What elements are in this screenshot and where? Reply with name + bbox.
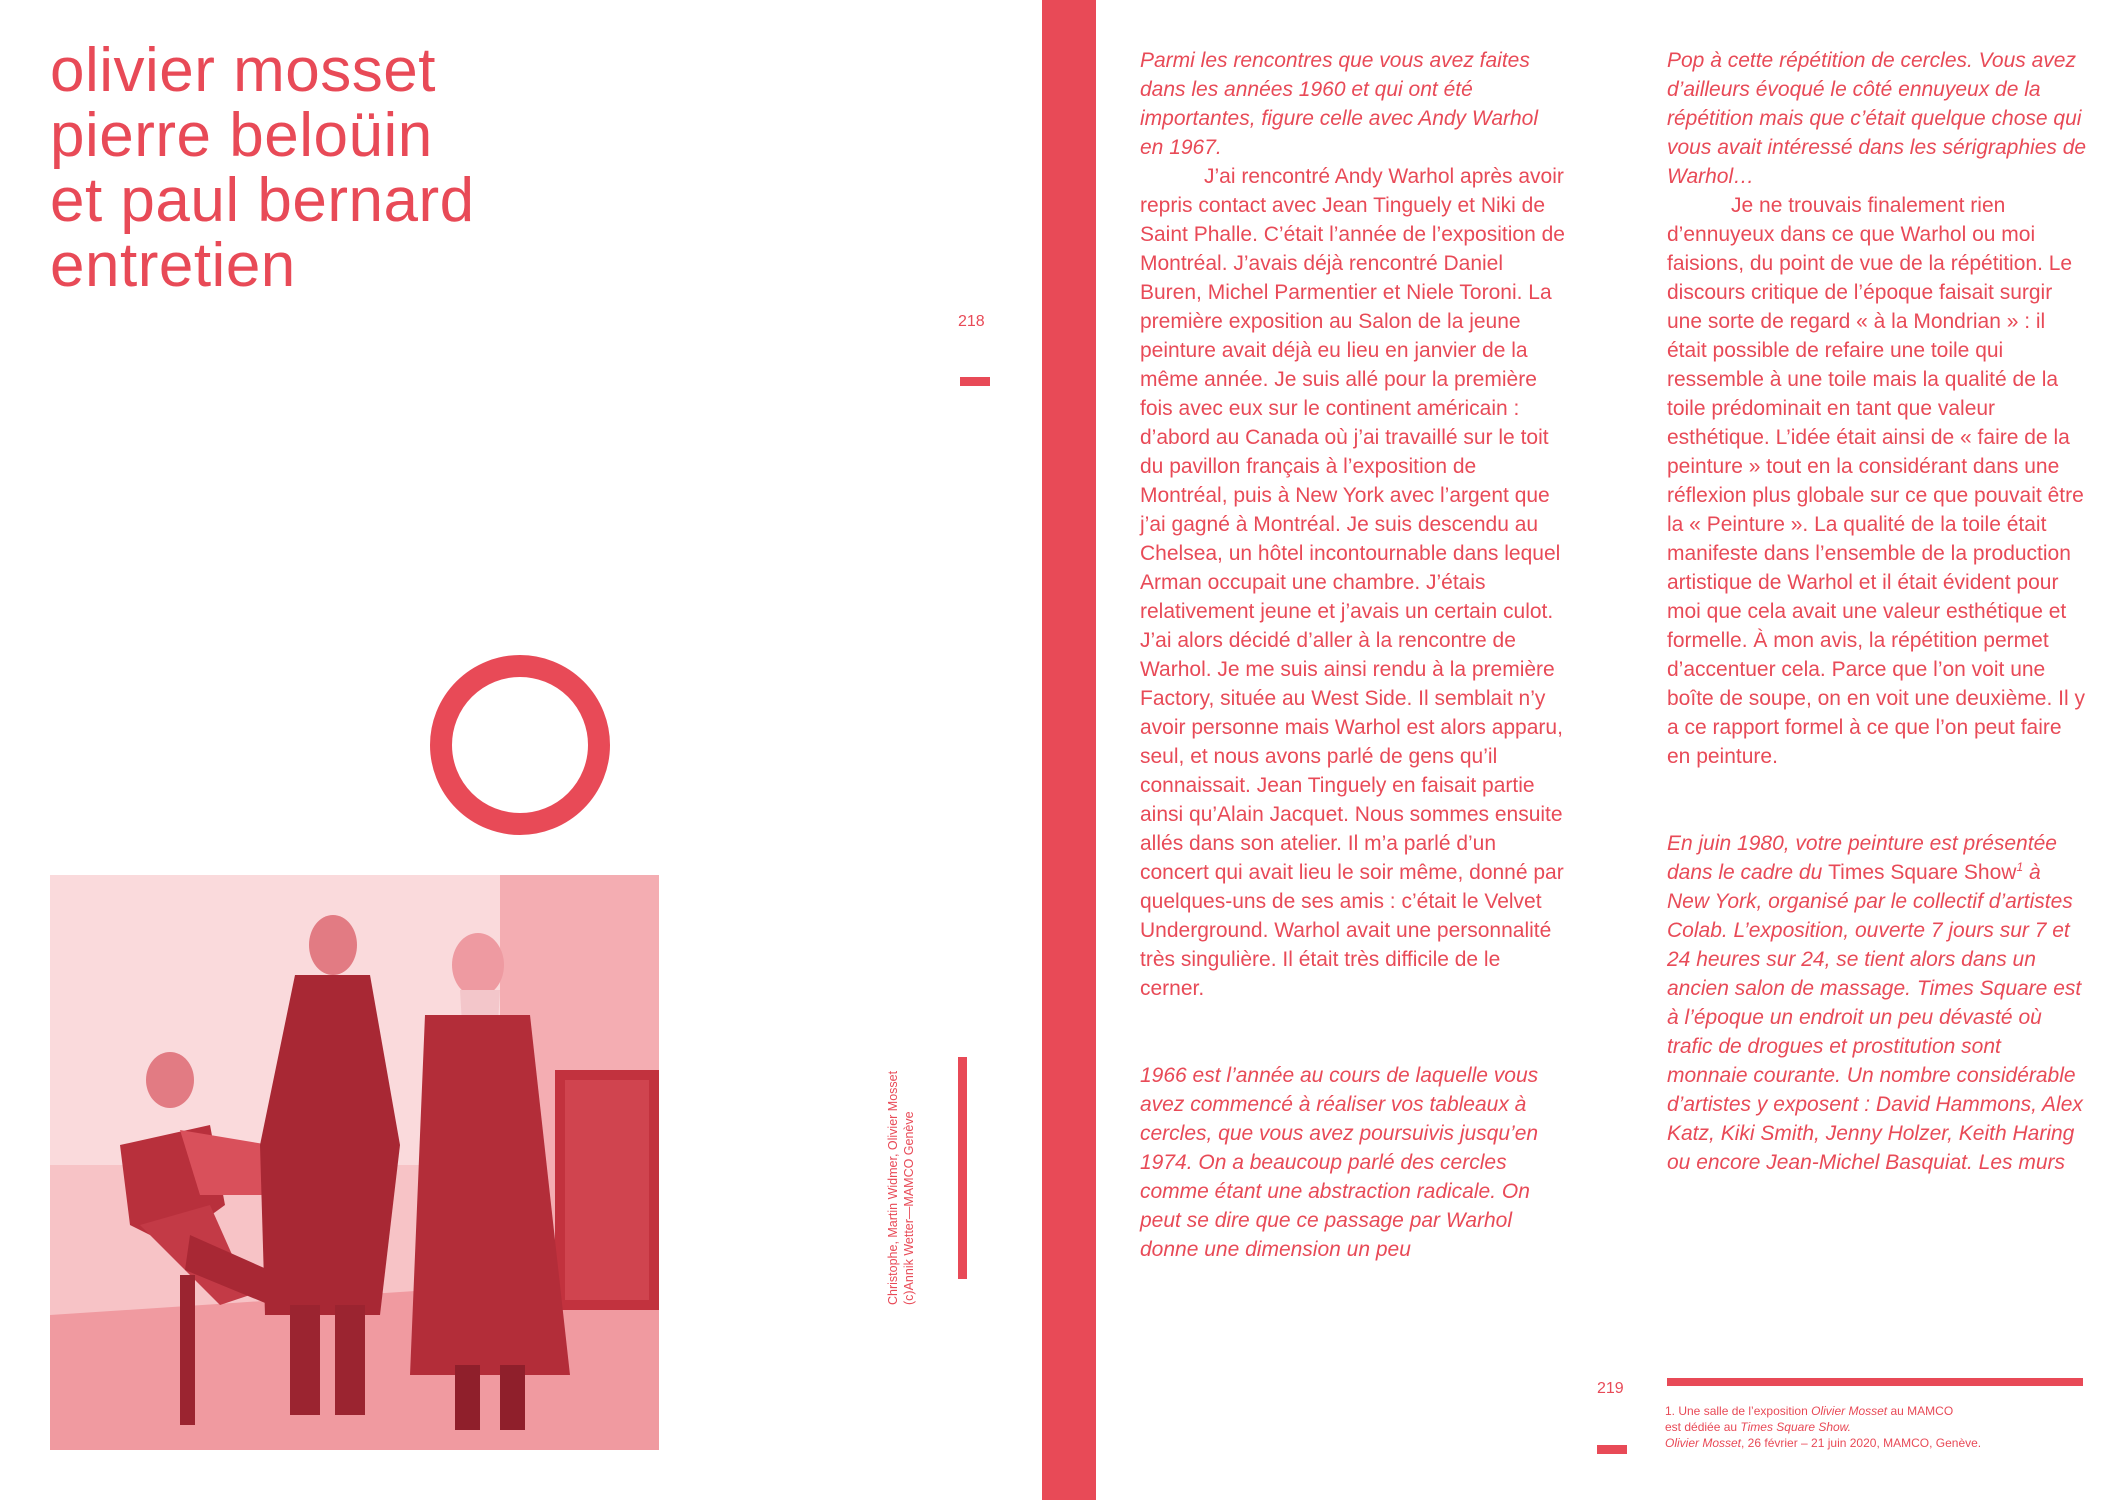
footnote-text: au MAMCO — [1890, 1404, 1954, 1418]
footnote-text: Olivier Mosset — [1665, 1436, 1742, 1450]
portrait-photo — [50, 875, 659, 1450]
title-line: et paul bernard — [50, 166, 475, 235]
photo-credit-line: Christophe, Martin Widmer, Olivier Mosset — [886, 1070, 900, 1305]
page-marker-left — [960, 377, 990, 386]
footnote-rule — [1667, 1378, 2083, 1386]
question-3-part1: En juin 1980, votre peinture est présentée dans le cadre du — [1667, 832, 2057, 884]
question-1: Parmi les rencontres que vous avez faites dans les années 1960 et qui ont été importantes, figure celle avec Andy Warhol en 1967. — [1140, 49, 1539, 159]
photo-credit-line: (c)Annik Wetter—MAMCO Genève — [902, 1111, 916, 1305]
circle-ornament — [430, 655, 610, 835]
page-number-right: 219 — [1597, 1380, 1624, 1397]
question-2-continued: Pop à cette répétition de cercles. Vous avez d’ailleurs évoqué le côté ennuyeux de la répétition mais que c’était quelque chose qui vous avait intéressé dans les sérigraphies de Warhol… — [1667, 49, 2087, 188]
footnote-text: Times Square Show. — [1740, 1420, 1852, 1434]
question-3 — [1667, 829, 2087, 1177]
footnote-text: est dédiée au — [1665, 1420, 1738, 1434]
footnote-line-3 — [1665, 1435, 2065, 1451]
answer-1: J’ai rencontré Andy Warhol après avoir repris contact avec Jean Tinguely et Niki de Saint Phalle. C’était l’année de l’exposition de Montréal. J’avais déjà rencontré Daniel Buren, Michel Parmentier et Niele Toroni. La première exposition au Salon de la jeune peinture avait déjà eu lieu en janvier de la même année. Je suis allé pour la première fois avec eux sur le continent américain : d’abord au Canada où j’ai travaillé sur le toit du pavillon français à l’exposition de Montréal, puis à New York avec l’argent que j’ai gagné à Montréal. Je suis descendu au Chelsea, un hôtel incontournable dans lequel Arman occupait une chambre. J’étais relativement jeune et j’avais un certain culot. J’ai alors décidé d’aller à la rencontre de Warhol. Je me suis ainsi rendu à la première Factory, située au West Side. Il semblait n’y avoir personne mais Warhol est alors apparu, seul, et nous avons parlé de gens qu’il connaissait. Jean Tinguely en faisait partie ainsi qu’Alain Jacquet. Nous sommes ensuite allés dans son atelier. Il m’a parlé d’un concert qui avait lieu le soir même, donné par quelques-uns de ses amis : c’était le Velvet Underground. Warhol avait une personnalité très singulière. Il était très difficile de le cerner. — [1140, 165, 1565, 1000]
spine-bar — [1042, 0, 1096, 1500]
article-title — [50, 38, 475, 298]
show-title: Times Square Show — [1828, 861, 2017, 884]
page-number-left: 218 — [958, 313, 985, 330]
footnote — [1665, 1403, 2065, 1451]
photo-credit — [885, 1071, 917, 1305]
title-line: olivier mosset — [50, 36, 436, 105]
question-3-part2: à New York, organisé par le collectif d’artistes Colab. L’exposition, ouverte 7 jours sur 7 et 24 heures sur 24, se tient alors dans un ancien salon de massage. Times Square est à l’époque un endroit un peu dévasté où trafic de drogues et prostitution sont monnaie courante. Un nombre considérable d’artistes y exposent : David Hammons, Alex Katz, Kiki Smith, Jenny Holzer, Keith Haring ou encore Jean-Michel Basquiat. Les murs — [1667, 861, 2083, 1174]
footnote-line-1 — [1665, 1403, 2065, 1419]
footnote-text: , 26 février – 21 juin 2020, MAMCO, Genève. — [1741, 1436, 1982, 1450]
text-column-2 — [1667, 46, 2087, 1177]
footnote-text: 1. Une salle de l’exposition — [1665, 1404, 1808, 1418]
footnote-text: Olivier Mosset — [1811, 1404, 1888, 1418]
page-marker-right — [1597, 1445, 1627, 1454]
title-line: pierre beloüin — [50, 101, 433, 170]
footnote-line-2 — [1665, 1419, 2065, 1435]
decorative-bar-small — [958, 1057, 967, 1279]
question-2: 1966 est l’année au cours de laquelle vous avez commencé à réaliser vos tableaux à cercles, que vous avez poursuivis jusqu’en 1974. On a beaucoup parlé des cercles comme étant une abstraction radicale. On peut se dire que ce passage par Warhol donne une dimension un peu — [1140, 1064, 1539, 1261]
title-line: entretien — [50, 231, 296, 300]
text-column-1 — [1140, 46, 1565, 1264]
answer-2: Je ne trouvais finalement rien d’ennuyeux dans ce que Warhol ou moi faisions, du point de vue de la répétition. Le discours critique de l’époque faisait surgir une sorte de regard « à la Mondrian » : il était possible de refaire une toile qui ressemble à une toile mais la qualité de la toile prédominait en tant que valeur esthétique. L’idée était ainsi de « faire de la peinture » tout en la considérant dans une réflexion plus globale sur ce que pouvait être la « Peinture ». La qualité de la toile était manifeste dans l’ensemble de la production artistique de Warhol et il était évident pour moi que cela avait une valeur esthétique et formelle. À mon avis, la répétition permet d’accentuer cela. Parce que l’on voit une boîte de soupe, on en voit une deuxième. Il y a ce rapport formel à ce que l’on peut faire en peinture. — [1667, 194, 2085, 768]
footnote-ref: 1 — [2016, 860, 2024, 874]
